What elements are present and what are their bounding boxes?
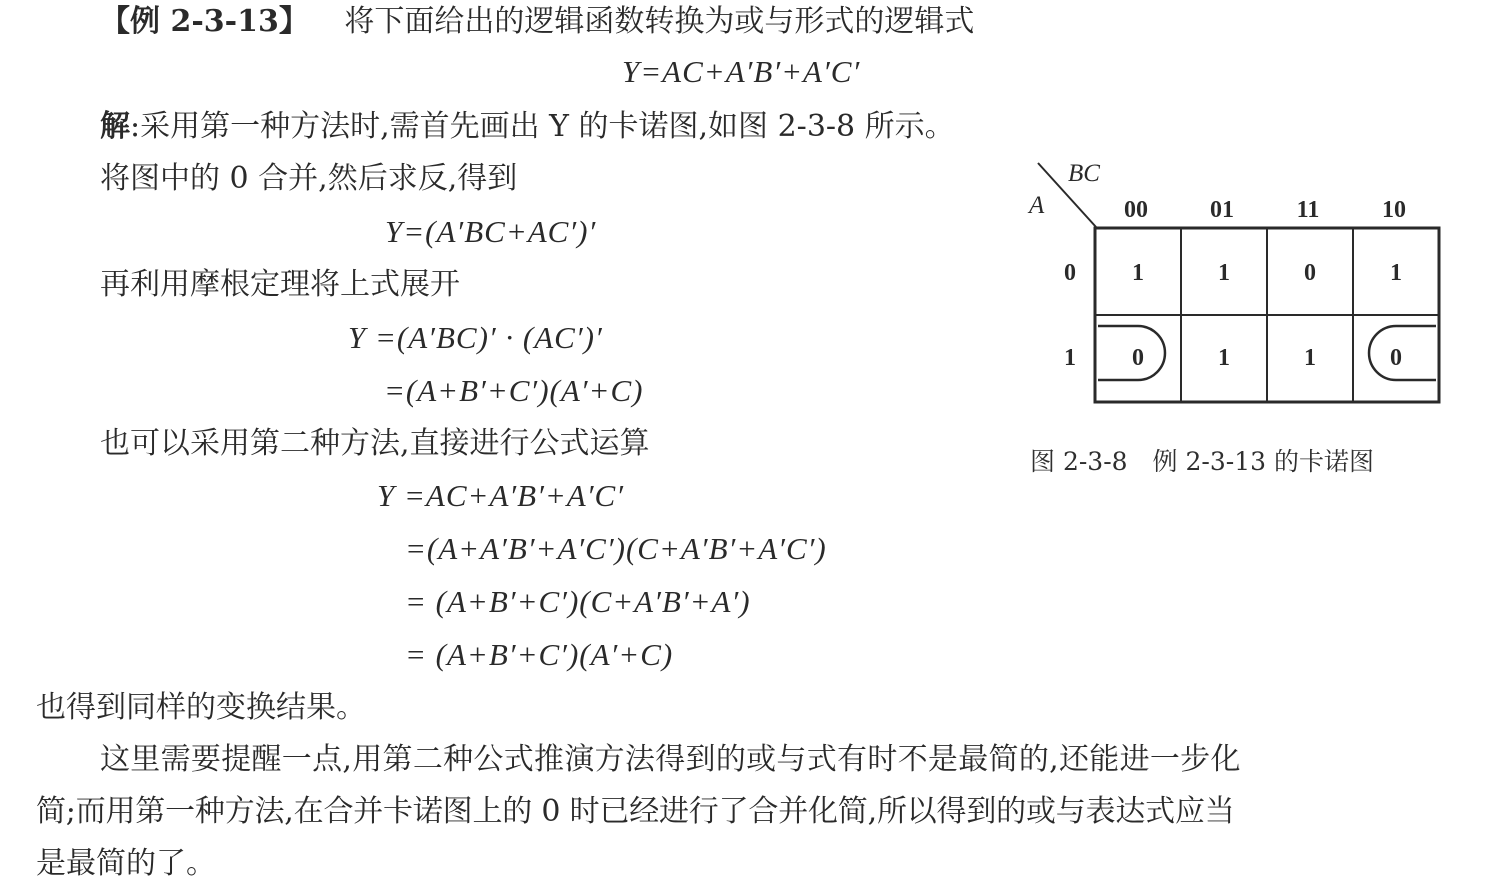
kmap-cell: 0 [1304,260,1316,286]
solution-line-1 [100,107,955,147]
solution-text-1: :采用第一种方法时,需首先画出 Y 的卡诺图,如图 2-3-8 所示。 [130,109,955,144]
kmap-col-header-00: 00 [1124,197,1148,223]
equation-6: = (A+B′+C′)(C+A′B′+A′) [405,584,751,619]
example-text: 将下面给出的逻辑函数转换为或与形式的逻辑式 [344,4,975,39]
kmap-col-header-01: 01 [1210,197,1234,223]
kmap-cell: 0 [1390,345,1402,371]
kmap-cell: 1 [1304,345,1316,371]
equation-7: = (A+B′+C′)(A′+C) [405,637,674,672]
equation-1: Y=(A′BC+AC′)′ [385,214,597,249]
example-equation: Y=AC+A′B′+A′C′ [622,54,861,89]
example-label: 【例 2-3-13】 [100,4,309,39]
equation-2: Y =(A′BC)′ · (AC′)′ [348,320,603,355]
kmap-col-header-11: 11 [1296,197,1320,223]
solution-line-3: 再利用摩根定理将上式展开 [100,267,460,302]
paragraph-line-3: 是最简的了。 [36,846,216,881]
figure-caption: 图 2-3-8 例 2-3-13 的卡诺图 [1030,447,1374,476]
equation-4: Y =AC+A′B′+A′C′ [377,478,624,513]
equation-5: =(A+A′B′+A′C′)(C+A′B′+A′C′) [405,531,827,566]
karnaugh-map-svg [1020,155,1460,415]
paragraph-line-2: 简;而用第一种方法,在合并卡诺图上的 0 时已经进行了合并化简,所以得到的或与表达式应当 [36,794,1235,829]
kmap-cell: 1 [1390,260,1402,286]
kmap-row-header-1: 1 [1064,345,1076,371]
solution-line-5: 也得到同样的变换结果。 [36,690,366,725]
kmap-cell: 0 [1132,345,1144,371]
kmap-cell: 1 [1218,260,1230,286]
equation-3: =(A+B′+C′)(A′+C) [384,373,644,408]
kmap-cell: 1 [1132,260,1144,286]
solution-line-2: 将图中的 0 合并,然后求反,得到 [100,161,518,196]
kmap-col-header-10: 10 [1382,197,1406,223]
kmap-group-loop-right [1369,326,1436,380]
solution-line-4: 也可以采用第二种方法,直接进行公式运算 [100,426,650,461]
paragraph-line-1: 这里需要提醒一点,用第二种公式推演方法得到的或与式有时不是最简的,还能进一步化 [100,742,1241,777]
kmap-col-var: BC [1068,160,1100,187]
kmap-cell: 1 [1218,345,1230,371]
karnaugh-map [1020,155,1460,415]
kmap-row-var: A [1029,192,1045,219]
solution-prefix: 解 [100,109,130,144]
kmap-row-header-0: 0 [1064,260,1076,286]
example-heading [100,2,974,42]
